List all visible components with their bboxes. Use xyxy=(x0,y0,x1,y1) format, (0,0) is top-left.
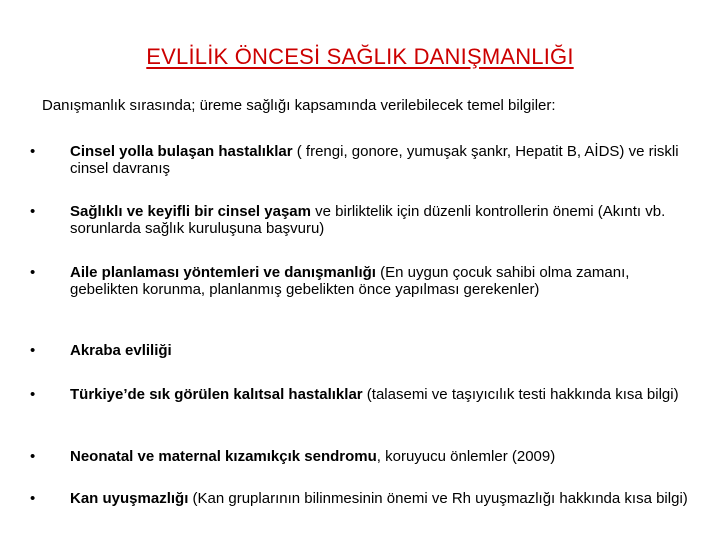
list-item-heading: Akraba evliliği xyxy=(70,342,172,359)
list-item-text xyxy=(70,143,679,177)
list-item-detail: ( frengi, gonore, yumuşak şankr, Hepatit B, AİDS) ve riskli cinsel davranış xyxy=(70,143,679,177)
list-item-detail: (talasemi ve taşıyıcılık testi hakkında kısa bilgi) xyxy=(362,386,679,403)
list-item xyxy=(30,203,690,237)
intro-text: Danışmanlık sırasında; üreme sağlığı kapsamında verilebilecek temel bilgiler: xyxy=(42,97,556,114)
list-item-text xyxy=(70,342,172,359)
list-item-heading: Türkiye’de sık görülen kalıtsal hastalıklar xyxy=(70,386,363,403)
list-item-heading: Aile planlaması yöntemleri ve danışmanlığı xyxy=(70,264,376,281)
list-item-heading: Kan uyuşmazlığı xyxy=(70,490,189,507)
list-item-heading: Neonatal ve maternal kızamıkçık sendromu xyxy=(70,448,377,465)
bullet-marker: • xyxy=(30,143,36,160)
list-item-detail: , koruyucu önlemler (2009) xyxy=(376,448,556,465)
page-title: EVLİLİK ÖNCESİ SAĞLIK DANIŞMANLIĞI xyxy=(146,44,574,69)
bullet-marker: • xyxy=(30,264,36,281)
list-item xyxy=(30,448,690,465)
list-item-text xyxy=(70,386,679,403)
bullet-marker: • xyxy=(30,490,36,507)
list-item-heading: Cinsel yolla bulaşan hastalıklar xyxy=(70,143,293,160)
list-item xyxy=(30,386,690,403)
list-item-text xyxy=(70,264,629,298)
bullet-marker: • xyxy=(30,448,36,465)
bullet-marker: • xyxy=(30,386,36,403)
list-item-detail: (En uygun çocuk sahibi olma zamanı, gebelikten korunma, planlanmış gebelikten önce yapılması gerekenler) xyxy=(70,264,630,298)
list-item-heading: Sağlıklı ve keyifli bir cinsel yaşam xyxy=(70,203,311,220)
bullet-marker: • xyxy=(30,203,36,220)
list-item-detail: (Kan gruplarının bilinmesinin önemi ve Rh uyuşmazlığı hakkında kısa bilgi) xyxy=(188,490,688,507)
list-item xyxy=(30,490,690,507)
list-item-detail: ve birliktelik için düzenli kontrollerin önemi (Akıntı vb. sorunlarda sağlık kuruluşuna başvuru) xyxy=(70,203,666,237)
list-item xyxy=(30,143,690,177)
list-item xyxy=(30,264,690,298)
list-item-text xyxy=(70,448,555,465)
bullet-marker: • xyxy=(30,342,36,359)
list-item-text xyxy=(70,203,665,237)
list-item-text xyxy=(70,490,688,507)
list-item xyxy=(30,342,690,359)
